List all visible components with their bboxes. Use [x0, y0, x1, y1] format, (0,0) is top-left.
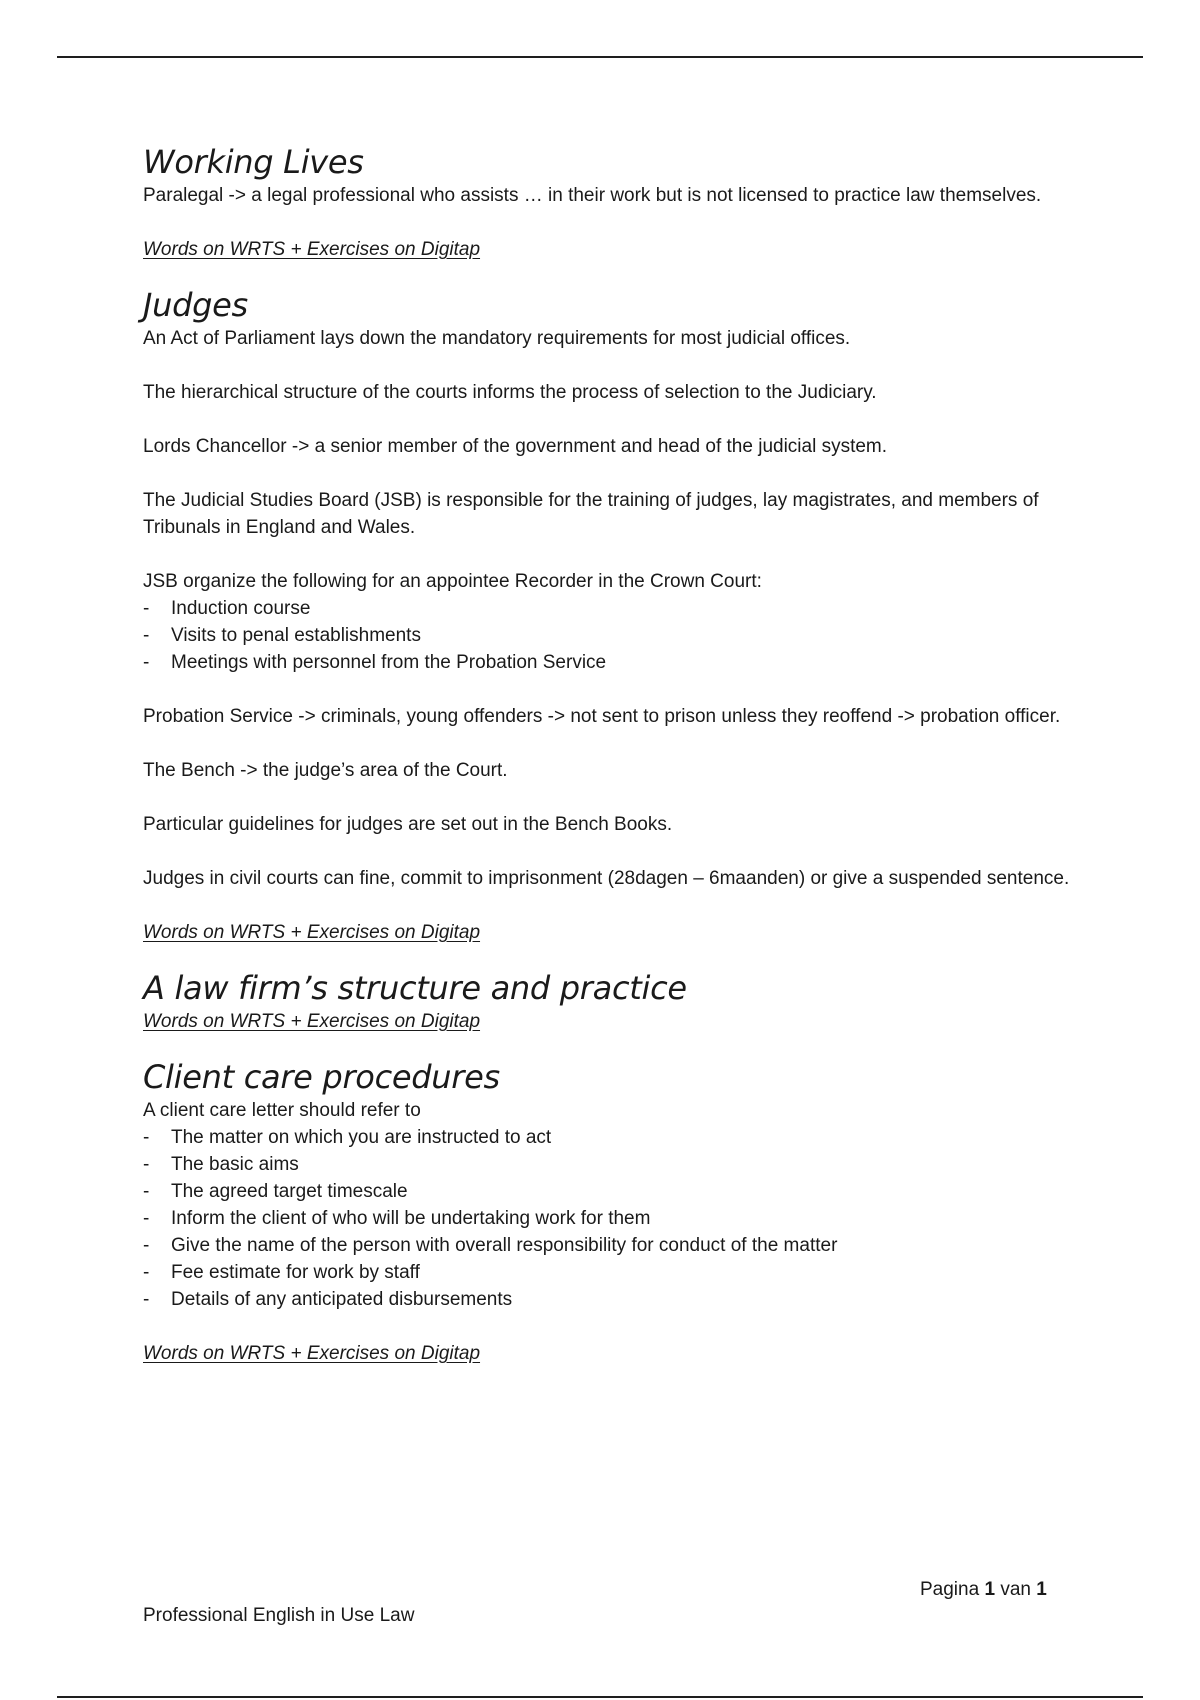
- list-item: - Details of any anticipated disbursements: [143, 1286, 1083, 1313]
- wrts-digitap-link[interactable]: Words on WRTS + Exercises on Digitap: [143, 922, 481, 943]
- paragraph: Judges in civil courts can fine, commit to imprisonment (28dagen – 6maanden) or give a suspended sentence.: [143, 868, 1070, 889]
- paragraph: Lords Chancellor -> a senior member of the government and head of the judicial system.: [143, 436, 888, 457]
- paragraph: Particular guidelines for judges are set out in the Bench Books.: [143, 814, 673, 835]
- heading-working-lives: Working Lives: [143, 143, 364, 181]
- paragraph: The Bench -> the judge’s area of the Court.: [143, 760, 508, 781]
- heading-client-care: Client care procedures: [143, 1058, 500, 1096]
- document-body: [143, 142, 1083, 1367]
- paralegal-definition: Paralegal -> a legal professional who assists … in their work but is not licensed to practice law themselves.: [143, 185, 1042, 206]
- wrts-digitap-link[interactable]: Words on WRTS + Exercises on Digitap: [143, 1011, 481, 1032]
- page-number: [920, 1576, 1047, 1603]
- document-title: Professional English in Use Law: [143, 1605, 415, 1626]
- list-item: - Inform the client of who will be undertaking work for them: [143, 1205, 1083, 1232]
- wrts-digitap-link[interactable]: Words on WRTS + Exercises on Digitap: [143, 1343, 481, 1364]
- client-care-list: [143, 1124, 1083, 1313]
- heading-law-firm: A law firm’s structure and practice: [143, 969, 687, 1007]
- list-item: - Give the name of the person with overall responsibility for conduct of the matter: [143, 1232, 1083, 1259]
- page-word: Pagina: [920, 1579, 980, 1600]
- wrts-digitap-link[interactable]: Words on WRTS + Exercises on Digitap: [143, 239, 481, 260]
- paragraph: An Act of Parliament lays down the mandatory requirements for most judicial offices.: [143, 328, 851, 349]
- footer-rule: [57, 1696, 1143, 1698]
- paragraph: The hierarchical structure of the courts informs the process of selection to the Judiciary.: [143, 382, 877, 403]
- list-item: - Visits to penal establishments: [143, 622, 1083, 649]
- list-item: - The agreed target timescale: [143, 1178, 1083, 1205]
- list-item: - Induction course: [143, 595, 1083, 622]
- list-item: - Fee estimate for work by staff: [143, 1259, 1083, 1286]
- heading-judges: Judges: [143, 286, 248, 324]
- total-pages: 1: [1036, 1579, 1047, 1600]
- list-item: - The basic aims: [143, 1151, 1083, 1178]
- paragraph: A client care letter should refer to: [143, 1100, 421, 1121]
- current-page: 1: [984, 1579, 996, 1600]
- list-item: - Meetings with personnel from the Probation Service: [143, 649, 1083, 676]
- paragraph: Probation Service -> criminals, young offenders -> not sent to prison unless they reoffend -> probation officer.: [143, 706, 1061, 727]
- header-rule: [57, 56, 1143, 58]
- paragraph: The Judicial Studies Board (JSB) is responsible for the training of judges, lay magistrates, and members of Tribunals in England and Wales.: [143, 490, 1039, 538]
- list-item: - The matter on which you are instructed to act: [143, 1124, 1083, 1151]
- jsb-list: [143, 595, 1083, 676]
- paragraph: JSB organize the following for an appointee Recorder in the Crown Court:: [143, 571, 762, 592]
- of-word: van: [1000, 1579, 1031, 1600]
